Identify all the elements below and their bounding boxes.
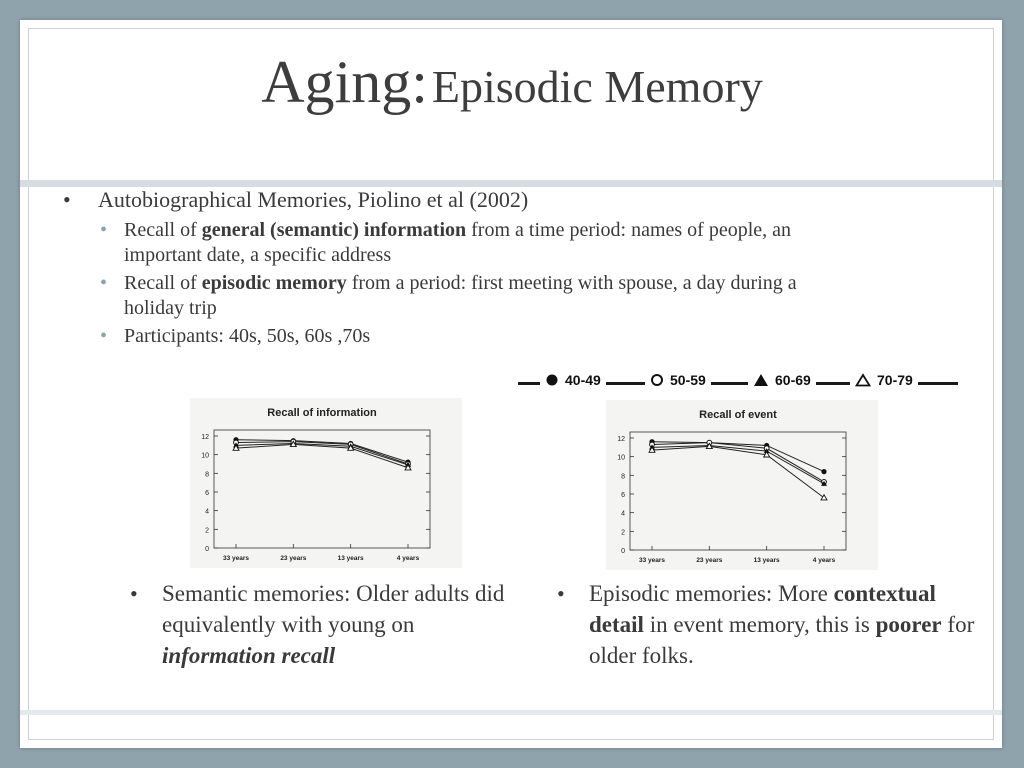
bullet-text-post: from a time period: names of people, an important date, a specific address (124, 219, 792, 266)
x-tick-label: 4 years (812, 557, 836, 564)
chart-legend (510, 370, 970, 396)
open-circle-icon (650, 373, 664, 387)
title-sub: Episodic Memory (431, 61, 763, 112)
filled-circle-icon (545, 373, 559, 387)
bullet-icon: • (63, 187, 71, 212)
series-40-49 (233, 437, 410, 465)
bullet-icon: • (100, 272, 108, 294)
y-tick-label: 6 (205, 490, 209, 497)
bullet-text: Participants: 40s, 50s, 60s ,70s (124, 325, 371, 347)
x-tick-label: 33 years (222, 555, 250, 562)
y-tick-label: 0 (205, 546, 209, 553)
title-main: Aging: (261, 49, 428, 115)
series-line (652, 446, 824, 497)
caption-text: for older folks. (589, 612, 975, 668)
bullet-text-pre: Recall of (124, 219, 202, 241)
caption-text: Episodic memories: More (589, 581, 834, 606)
bullet-icon: • (557, 581, 565, 606)
y-tick-label: 8 (205, 471, 209, 479)
legend-item (748, 372, 816, 388)
chart-svg (190, 398, 462, 568)
y-tick-label: 2 (205, 527, 209, 535)
caption-left (130, 578, 510, 671)
slide-title (0, 48, 1024, 117)
y-tick-label: 10 (201, 452, 209, 460)
bullet-level2 (58, 218, 918, 268)
bullet-icon: • (100, 219, 108, 241)
y-tick-label: 4 (205, 508, 209, 516)
bullet-level2 (58, 271, 918, 321)
y-tick-label: 8 (621, 473, 625, 481)
bullet-text-bold: general (semantic) information (201, 219, 467, 241)
legend-label: 60-69 (775, 372, 811, 388)
caption-bold: poorer (875, 612, 942, 637)
legend-label: 40-49 (565, 372, 601, 388)
y-tick-label: 0 (621, 548, 625, 555)
chart-recall-information (190, 398, 462, 568)
legend-item (850, 372, 918, 388)
chart-recall-event (606, 400, 878, 570)
bullet-icon: • (130, 581, 138, 606)
x-tick-label: 4 years (396, 555, 420, 562)
legend-label: 70-79 (877, 372, 913, 388)
open-triangle-marker (821, 495, 827, 500)
bullet-text-pre: Recall of (124, 272, 202, 294)
chart-title: Recall of event (699, 409, 777, 421)
bullet-level2 (58, 324, 918, 349)
x-tick-label: 13 years (337, 555, 364, 562)
caption-bold: contextual detail (589, 581, 936, 637)
y-tick-label: 6 (621, 492, 625, 499)
caption-text: in event memory, this is (643, 612, 876, 637)
bullet-text-bold: episodic memory (201, 272, 347, 294)
caption-right (557, 578, 977, 671)
footer-divider (20, 710, 1002, 715)
legend-label: 50-59 (670, 372, 706, 388)
y-tick-label: 12 (201, 434, 209, 441)
chart-title: Recall of information (267, 407, 377, 419)
bullet-level1 (58, 186, 918, 214)
y-tick-label: 10 (617, 454, 625, 462)
x-tick-label: 23 years (280, 555, 307, 562)
x-tick-label: 23 years (696, 557, 723, 564)
x-tick-label: 13 years (753, 557, 780, 564)
bullet-text: Autobiographical Memories, Piolino et al (2002) (98, 187, 529, 212)
series-70-79 (649, 443, 827, 500)
bullet-text-post: from a period: first meeting with spouse, a day during a holiday trip (124, 272, 797, 319)
y-tick-label: 12 (617, 436, 625, 443)
filled-triangle-icon (753, 373, 769, 387)
series-50-59 (234, 439, 411, 466)
caption-text: Semantic memories: Older adults did equivalently with young on (162, 581, 505, 637)
x-tick-label: 33 years (638, 557, 666, 564)
legend-item (540, 372, 606, 388)
y-tick-label: 4 (621, 510, 625, 518)
bullet-list (58, 186, 918, 352)
series-40-49 (649, 439, 826, 474)
bullet-icon: • (100, 325, 108, 347)
series-60-69 (233, 440, 411, 467)
filled-circle-marker (821, 469, 826, 474)
legend-item (645, 372, 711, 388)
chart-svg (606, 400, 878, 570)
open-triangle-icon (855, 373, 871, 387)
y-tick-label: 2 (621, 529, 625, 537)
caption-bold-italic: information recall (162, 643, 336, 668)
